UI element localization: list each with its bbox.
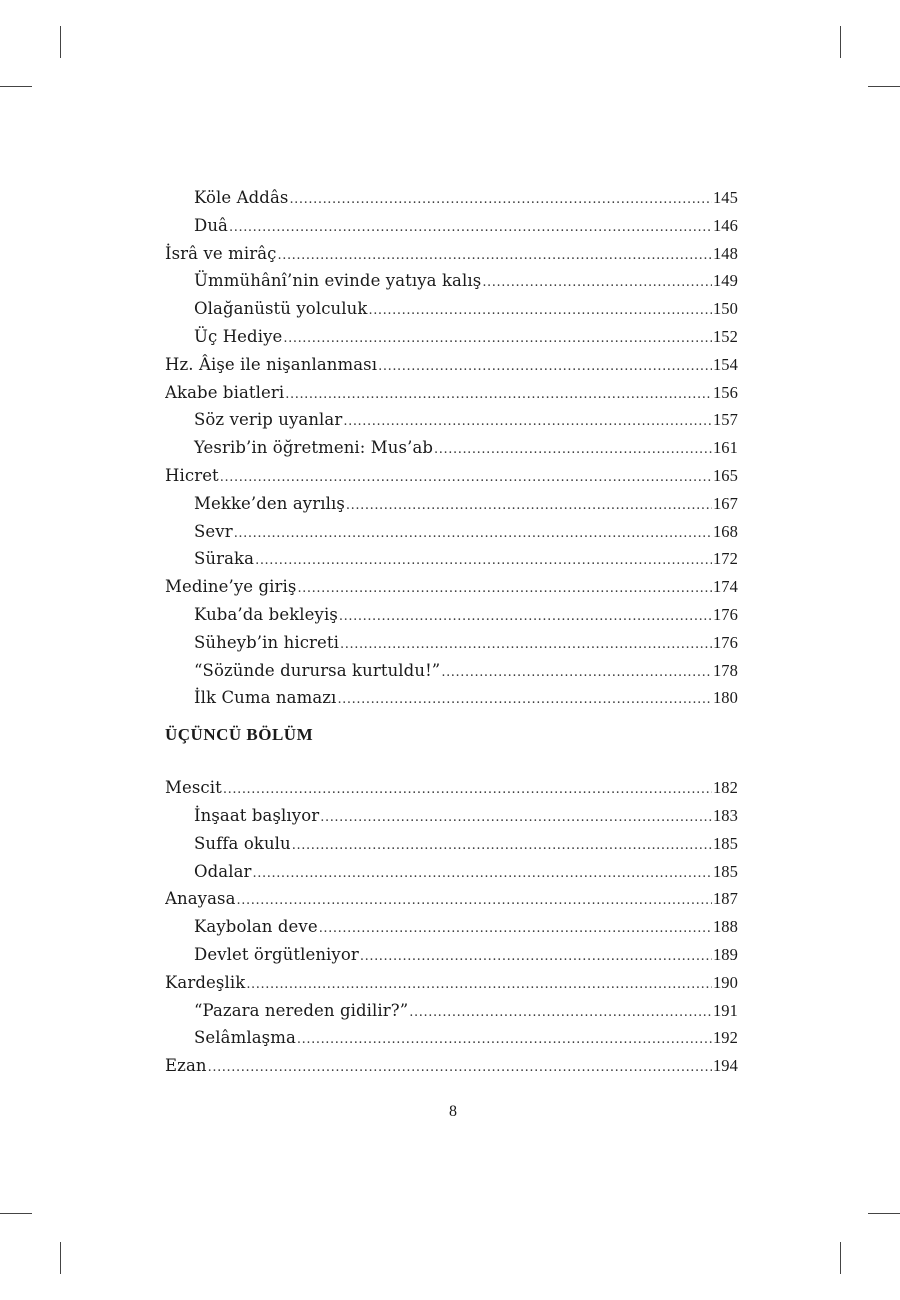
toc-entry-title: Kuba’da bekleyiş [194, 604, 338, 624]
toc-entry-title: Söz verip uyanlar [194, 410, 343, 430]
toc-dot-leader [223, 776, 712, 802]
crop-mark [0, 1213, 32, 1214]
crop-mark [840, 26, 841, 58]
toc-entry-page: 190 [712, 972, 738, 992]
toc-entry [165, 462, 738, 490]
toc-entry-title: İlk Cuma namazı [194, 688, 337, 708]
toc-entry-title: Mekke’den ayrılış [194, 493, 345, 513]
toc-entry-page: 192 [712, 1028, 738, 1048]
toc-entry-page: 167 [712, 493, 738, 513]
toc-entry-page: 180 [712, 688, 738, 708]
toc-entry-title: Duâ [194, 215, 228, 235]
toc-entry [165, 629, 738, 657]
crop-mark [868, 1213, 900, 1214]
toc-dot-leader [208, 1054, 712, 1080]
toc-entry [165, 601, 738, 629]
toc-dot-leader [277, 242, 711, 268]
crop-mark [868, 86, 900, 87]
toc-entry-title: Süheyb’in hicreti [194, 632, 340, 652]
toc-entry-page: 178 [712, 660, 738, 680]
crop-mark [840, 1242, 841, 1274]
toc-dot-leader [246, 971, 712, 997]
toc-dot-leader [340, 631, 712, 657]
toc-entry [165, 997, 738, 1025]
toc-dot-leader [343, 408, 712, 434]
toc-entry-page: 188 [712, 917, 738, 937]
toc-entry [165, 295, 738, 323]
toc-dot-leader [320, 804, 712, 830]
page-number: 8 [449, 1103, 457, 1120]
toc-entry-title: Köle Addâs [194, 188, 289, 207]
toc-entry-page: 185 [712, 861, 738, 881]
toc-entry-title: Devlet örgütleniyor [194, 944, 359, 964]
toc-entry-title: Odalar [194, 861, 252, 881]
toc-entry [165, 1024, 738, 1052]
toc-dot-leader [482, 269, 712, 295]
toc-entry-title: Hz. Âişe ile nişanlanması [165, 354, 378, 374]
toc-entry-title: İnşaat başlıyor [194, 805, 320, 825]
toc-entry-title: Yesrib’in öğretmeni: Mus’ab [194, 438, 434, 458]
toc-entry-page: 182 [712, 778, 738, 798]
toc-entry-page: 150 [712, 299, 738, 319]
toc-list-part1 [165, 184, 738, 712]
toc-entry-title: Sevr [194, 521, 233, 541]
toc-entry-page: 156 [712, 382, 738, 402]
toc-entry [165, 1052, 738, 1080]
toc-entry [165, 885, 738, 913]
toc-entry-title: Suffa okulu [194, 833, 291, 853]
toc-dot-leader [360, 943, 712, 969]
toc-dot-leader [337, 686, 712, 712]
toc-dot-leader [339, 603, 712, 629]
toc-dot-leader [434, 436, 712, 462]
toc-entry-page: 172 [712, 549, 738, 569]
section-heading: ÜÇÜNCÜ BÖLÜM [165, 725, 314, 745]
toc-entry-title: Akabe biatleri [165, 382, 285, 402]
toc-dot-leader [255, 547, 712, 573]
toc-entry-page: 176 [712, 632, 738, 652]
toc-entry-title: İsrâ ve mirâç [165, 243, 277, 263]
toc-dot-leader [234, 520, 712, 546]
toc-entry-page: 148 [712, 243, 738, 263]
toc-entry-title: Selâmlaşma [194, 1028, 296, 1048]
toc-dot-leader [441, 659, 712, 685]
toc-entry [165, 518, 738, 546]
toc-dot-leader [297, 575, 712, 601]
toc-dot-leader [346, 492, 712, 518]
toc-dot-leader [229, 214, 712, 240]
toc-entry-page: 168 [712, 521, 738, 541]
toc-entry-page: 165 [712, 465, 738, 485]
toc-entry-page: 191 [712, 1000, 738, 1020]
toc-entry-page: 145 [712, 188, 738, 207]
toc-entry [165, 490, 738, 518]
toc-entry [165, 684, 738, 712]
toc-entry [165, 212, 738, 240]
toc-dot-leader [319, 915, 712, 941]
toc-entry-title: Mescit [165, 778, 222, 798]
toc-entry [165, 858, 738, 886]
toc-entry [165, 969, 738, 997]
toc-list-part2 [165, 774, 738, 1080]
toc-entry-title: Kardeşlik [165, 972, 246, 992]
toc-entry-title: Üç Hediye [194, 326, 283, 346]
toc-entry-title: “Sözünde durursa kurtuldu!” [194, 660, 441, 680]
toc-entry [165, 267, 738, 295]
crop-mark [60, 1242, 61, 1274]
crop-mark [60, 26, 61, 58]
toc-entry [165, 830, 738, 858]
toc-dot-leader [378, 353, 712, 379]
toc-entry-title: Ümmühânî’nin evinde yatıya kalış [194, 271, 482, 291]
toc-dot-leader [220, 464, 712, 490]
toc-entry-title: Medine’ye giriş [165, 577, 297, 597]
toc-entry-page: 185 [712, 833, 738, 853]
toc-entry-title: Ezan [165, 1056, 207, 1076]
toc-entry [165, 657, 738, 685]
toc-entry-page: 187 [712, 889, 738, 909]
toc-dot-leader [285, 381, 712, 407]
toc-entry-page: 157 [712, 410, 738, 430]
toc-entry-page: 174 [712, 577, 738, 597]
table-of-contents [165, 184, 738, 1080]
toc-entry [165, 323, 738, 351]
toc-dot-leader [409, 999, 712, 1025]
toc-dot-leader [297, 1026, 712, 1052]
toc-entry-title: “Pazara nereden gidilir?” [194, 1000, 409, 1020]
toc-entry-page: 194 [712, 1056, 738, 1076]
toc-entry-page: 154 [712, 354, 738, 374]
toc-dot-leader [237, 887, 712, 913]
toc-entry [165, 379, 738, 407]
toc-entry [165, 545, 738, 573]
toc-entry-page: 189 [712, 944, 738, 964]
toc-entry-title: Kaybolan deve [194, 917, 318, 937]
toc-entry-page: 161 [712, 438, 738, 458]
toc-dot-leader [289, 186, 711, 212]
toc-entry [165, 774, 738, 802]
toc-entry-page: 149 [712, 271, 738, 291]
toc-entry [165, 406, 738, 434]
toc-entry [165, 573, 738, 601]
toc-entry [165, 184, 738, 212]
toc-entry-title: Süraka [194, 549, 255, 569]
toc-entry [165, 913, 738, 941]
toc-entry-title: Anayasa [165, 889, 236, 909]
toc-dot-leader [253, 860, 712, 886]
toc-dot-leader [292, 832, 712, 858]
toc-entry [165, 802, 738, 830]
toc-entry [165, 941, 738, 969]
toc-entry [165, 351, 738, 379]
toc-entry [165, 434, 738, 462]
toc-dot-leader [283, 325, 712, 351]
crop-mark [0, 86, 32, 87]
toc-entry-title: Olağanüstü yolculuk [194, 299, 368, 319]
toc-entry-title: Hicret [165, 465, 219, 485]
toc-entry-page: 146 [712, 215, 738, 235]
toc-entry-page: 183 [712, 805, 738, 825]
toc-dot-leader [368, 297, 711, 323]
toc-entry-page: 152 [712, 326, 738, 346]
toc-entry [165, 240, 738, 268]
toc-entry-page: 176 [712, 604, 738, 624]
